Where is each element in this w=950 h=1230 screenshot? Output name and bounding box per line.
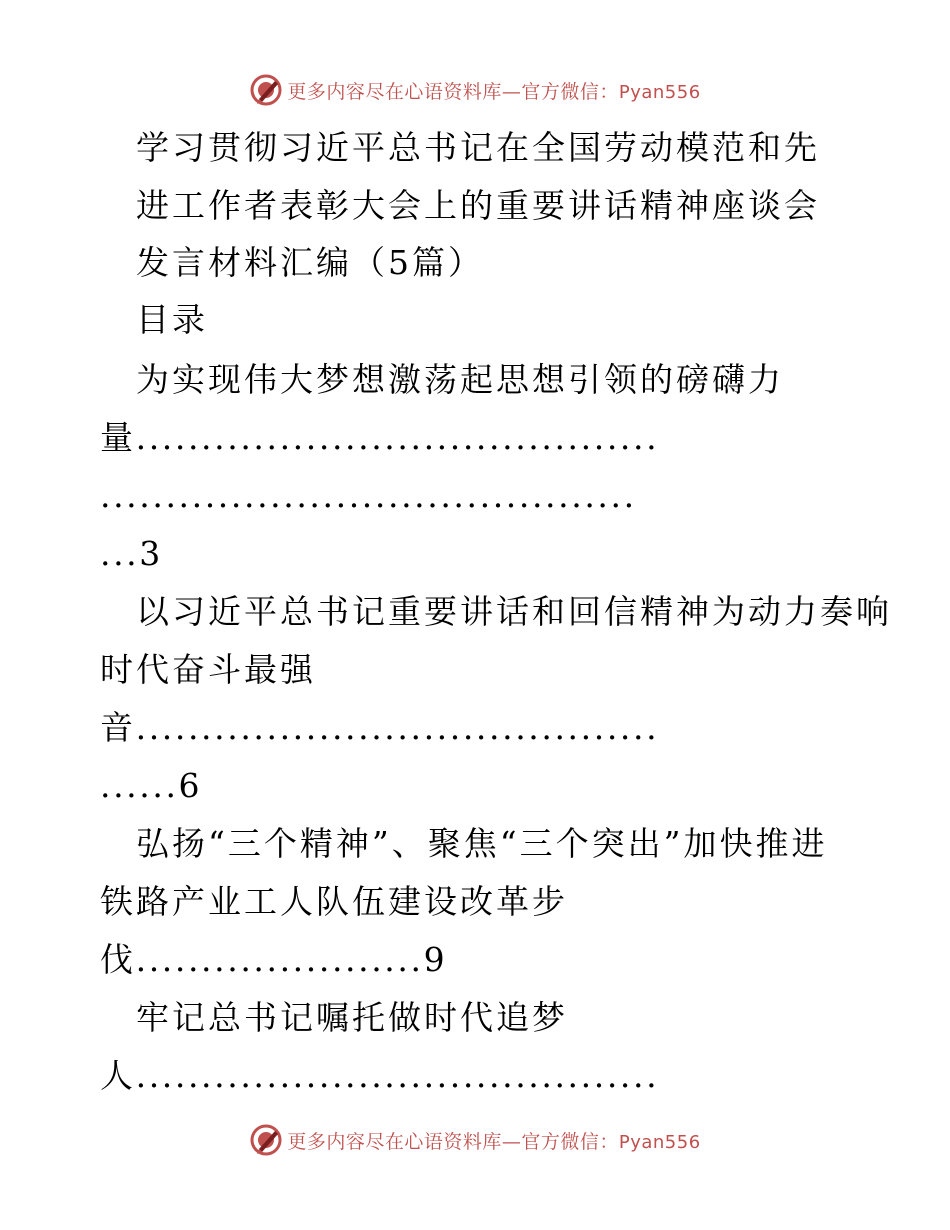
watermark-text: 更多内容尽在心语资料库—官方微信：Pyan556	[287, 1130, 701, 1153]
toc-entry-2-line-2[interactable]: 时代奋斗最强	[100, 650, 316, 689]
toc-entry-2-line-3[interactable]: 音........................................	[100, 708, 660, 747]
title-line-1: 学习贯彻习近平总书记在全国劳动模范和先	[136, 128, 820, 167]
toc-entry-2-page[interactable]: ......6	[100, 766, 203, 805]
toc-entry-2-line-1[interactable]: 以习近平总书记重要讲话和回信精神为动力奏响	[136, 592, 892, 631]
toc-entry-3-line-1[interactable]: 弘扬“三个精神”、聚焦“三个突出”加快推进	[136, 824, 828, 863]
title-line-3: 发言材料汇编（5篇）	[136, 243, 484, 282]
pen-logo-icon	[249, 73, 283, 107]
pen-logo-icon	[249, 1123, 283, 1157]
toc-entry-3-line-3[interactable]: 伐......................9	[100, 940, 448, 979]
watermark-text: 更多内容尽在心语资料库—官方微信：Pyan556	[287, 80, 701, 103]
toc-entry-1-page[interactable]: ...3	[100, 534, 163, 573]
toc-entry-1-line-3[interactable]: .........................................	[100, 476, 637, 515]
header-watermark	[0, 70, 950, 110]
footer-watermark	[0, 1120, 950, 1160]
toc-entry-1-line-2[interactable]: 量........................................	[100, 418, 660, 457]
toc-entry-4-line-1[interactable]: 牢记总书记嘱托做时代追梦	[136, 998, 568, 1037]
title-line-2: 进工作者表彰大会上的重要讲话精神座谈会	[136, 186, 820, 225]
toc-entry-1-line-1[interactable]: 为实现伟大梦想激荡起思想引领的磅礴力	[136, 360, 784, 399]
toc-entry-4-line-2[interactable]: 人........................................	[100, 1056, 660, 1095]
toc-entry-3-line-2[interactable]: 铁路产业工人队伍建设改革步	[100, 882, 568, 921]
toc-heading: 目录	[136, 300, 208, 339]
